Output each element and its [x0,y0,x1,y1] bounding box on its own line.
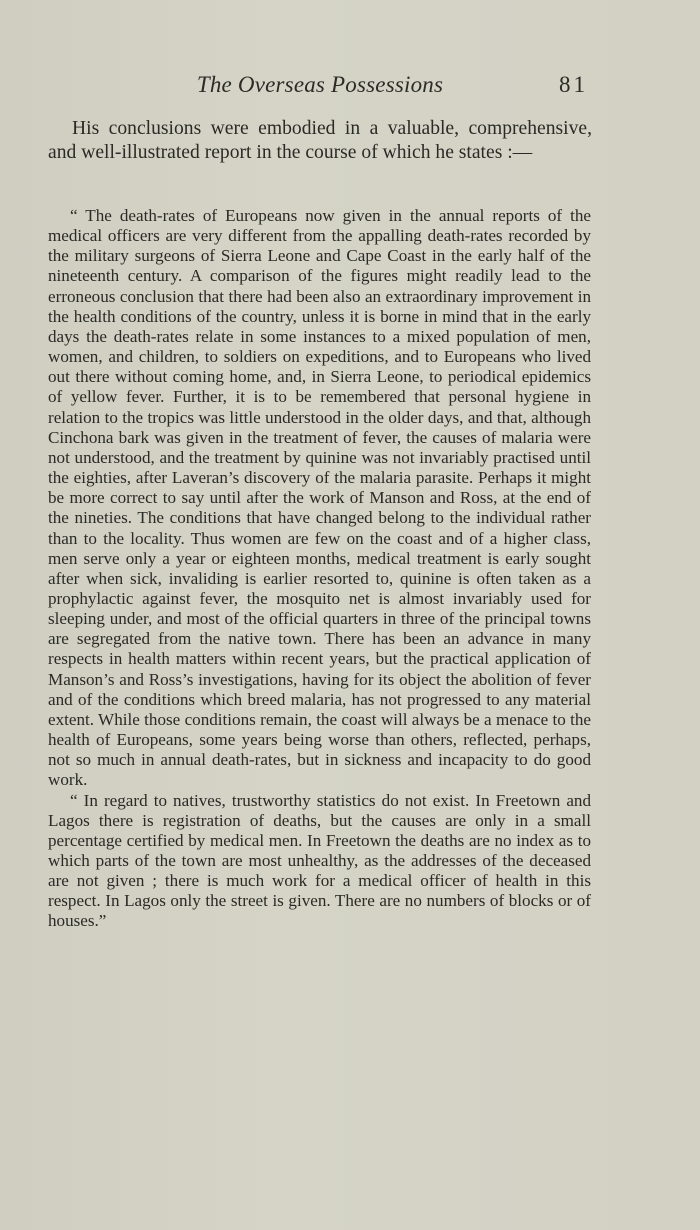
quote-paragraph-2: “ In regard to natives, trustworthy statistics do not exist. In Freetown and Lagos there is registration of deaths, but the causes are only in a small percentage certified by medical men. In Freetown the deaths are no index as to which parts of the town are most unhealthy, as the addresses of the deceased are not given ; there is much work for a medical officer of health in this respect. In Lagos only the street is given. There are no numbers of blocks or of houses.” [48,790,591,931]
quote-paragraph-1: “ The death-rates of Europeans now given in the annual reports of the medical officers are very different from the appalling death-rates recorded by the military surgeons of Sierra Leone and Cape Coast in the early half of the nineteenth century. A comparison of the figures might readily lead to the erroneous conclusion that there had been also an extraordinary improvement in the health conditions of the country, unless it is borne in mind that in the early days the death-rates relate in some instances to a mixed population of men, women, and children, to soldiers on expeditions, and to Europeans who lived out there without coming home, and, in Sierra Leone, to periodical epidemics of yellow fever. Further, it is to be remembered that personal hygiene in relation to the tropics was little understood in the older days, and that, although Cinchona bark was given in the treatment of fever, the causes of malaria were not understood, and the treatment by quinine was not invariably practised until the eighties, after Laveran’s discovery of the malaria parasite. Perhaps it might be more correct to say until after the work of Manson and Ross, at the end of the nineties. The conditions that have changed belong to the individual rather than to the locality. Thus women are few on the coast and of a higher class, men serve only a year or eighteen months, medical treatment is early sought after when sick, invaliding is earlier resorted to, quinine is often taken as a prophylactic against fever, the mosquito net is almost invariably used for sleeping under, and most of the official quarters in three of the principal towns are segregated from the native town. There has been an advance in many respects in health matters within recent years, but the practical application of Manson’s and Ross’s investigations, having for its object the abolition of fever and of the conditions which breed malaria, has not progressed to any material extent. While those conditions remain, the coast will always be a menace to the health of Europeans, some years being worse than others, reflected, perhaps, not so much in annual death-rates, but in sickness and incapacity to do good work. [48,206,591,790]
page-header [48,72,592,106]
block-quote [48,206,591,932]
running-title: The Overseas Possessions [196,72,444,97]
page-number: 81 [559,72,588,97]
intro-paragraph: His conclusions were embodied in a valuable, comprehensive, and well-illustrated report in the course of which he states :— [48,118,592,163]
